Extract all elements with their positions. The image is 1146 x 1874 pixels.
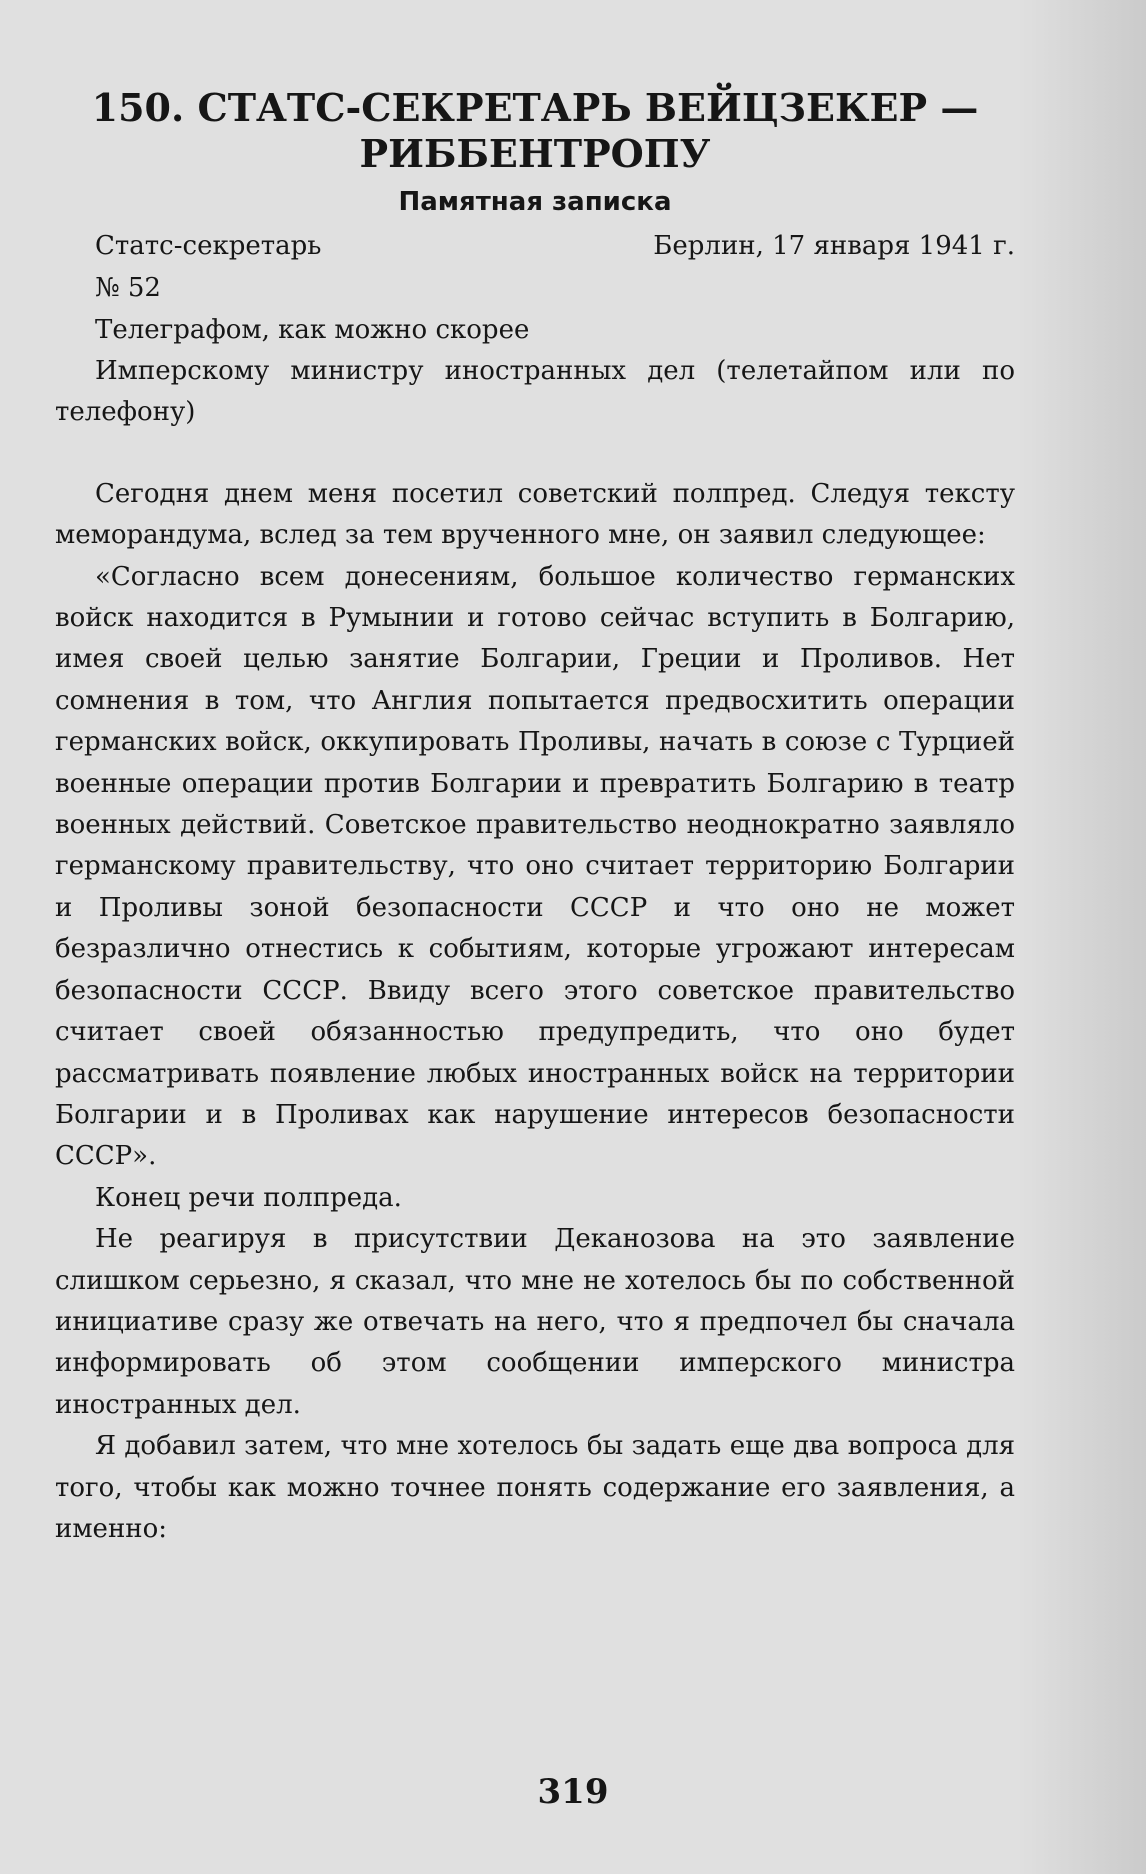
paragraph: Конец речи полпреда.: [95, 1182, 402, 1213]
paragraph: Не реагируя в присутствии Деканозова на это заявление слишком серьезно, я сказал, что мне не хотелось бы по собственной инициативе сразу же отвечать на него, что я предпочел бы сначала информировать об этом сообщении имперского министра иностранных дел.: [55, 1224, 1015, 1420]
page-number: 319: [537, 1772, 609, 1812]
document-number: № 52: [95, 273, 161, 303]
page-gutter-shadow: [1016, 0, 1146, 1874]
document-title: [55, 85, 1015, 177]
sender: Статс-секретарь: [95, 231, 322, 261]
place-date: Берлин, 17 января 1941 г.: [653, 231, 1015, 261]
header-row: [55, 225, 1015, 267]
document-subtitle: Памятная записка: [398, 187, 672, 217]
title-line-1: 150. СТАТС-СЕКРЕТАРЬ ВЕЙЦЗЕКЕР —: [91, 85, 979, 130]
page-content: [55, 85, 1015, 1550]
urgency-note: Телеграфом, как можно скорее: [95, 315, 530, 345]
addressee: Имперскому министру иностранных дел (телетайпом или по телефону): [55, 356, 1015, 428]
paragraph: «Согласно всем донесениям, большое количество германских войск находится в Румынии и готово сейчас вступить в Болгарию, имея своей целью занятие Болгарии, Греции и Проливов. Нет сомнения в том, что Англия попытается предвосхитить операции германских войск, оккупировать Проливы, начать в союзе с Турцией военные операции против Болгарии и превратить Болгарию в театр военных действий. Советское правительство неоднократно заявляло германскому правительству, что оно считает территорию Болгарии и Проливы зоной безопасности СССР и что оно не может безразлично отнестись к событиям, которые угрожают интересам безопасности СССР. Ввиду всего этого советское правительство считает своей обязанностью предупредить, что оно будет рассматривать появление любых иностранных войск на территории Болгарии и в Проливах как нарушение интересов безопасности СССР».: [55, 561, 1015, 1172]
title-line-2: РИББЕНТРОПУ: [359, 131, 711, 176]
paragraph: Сегодня днем меня посетил советский полпред. Следуя тексту меморандума, вслед за тем врученного мне, он заявил следующее:: [55, 478, 1015, 551]
spacer: [55, 434, 1015, 474]
paragraph: Я добавил затем, что мне хотелось бы задать еще два вопроса для того, чтобы как можно точнее понять содержание его заявления, а именно:: [55, 1431, 1015, 1544]
